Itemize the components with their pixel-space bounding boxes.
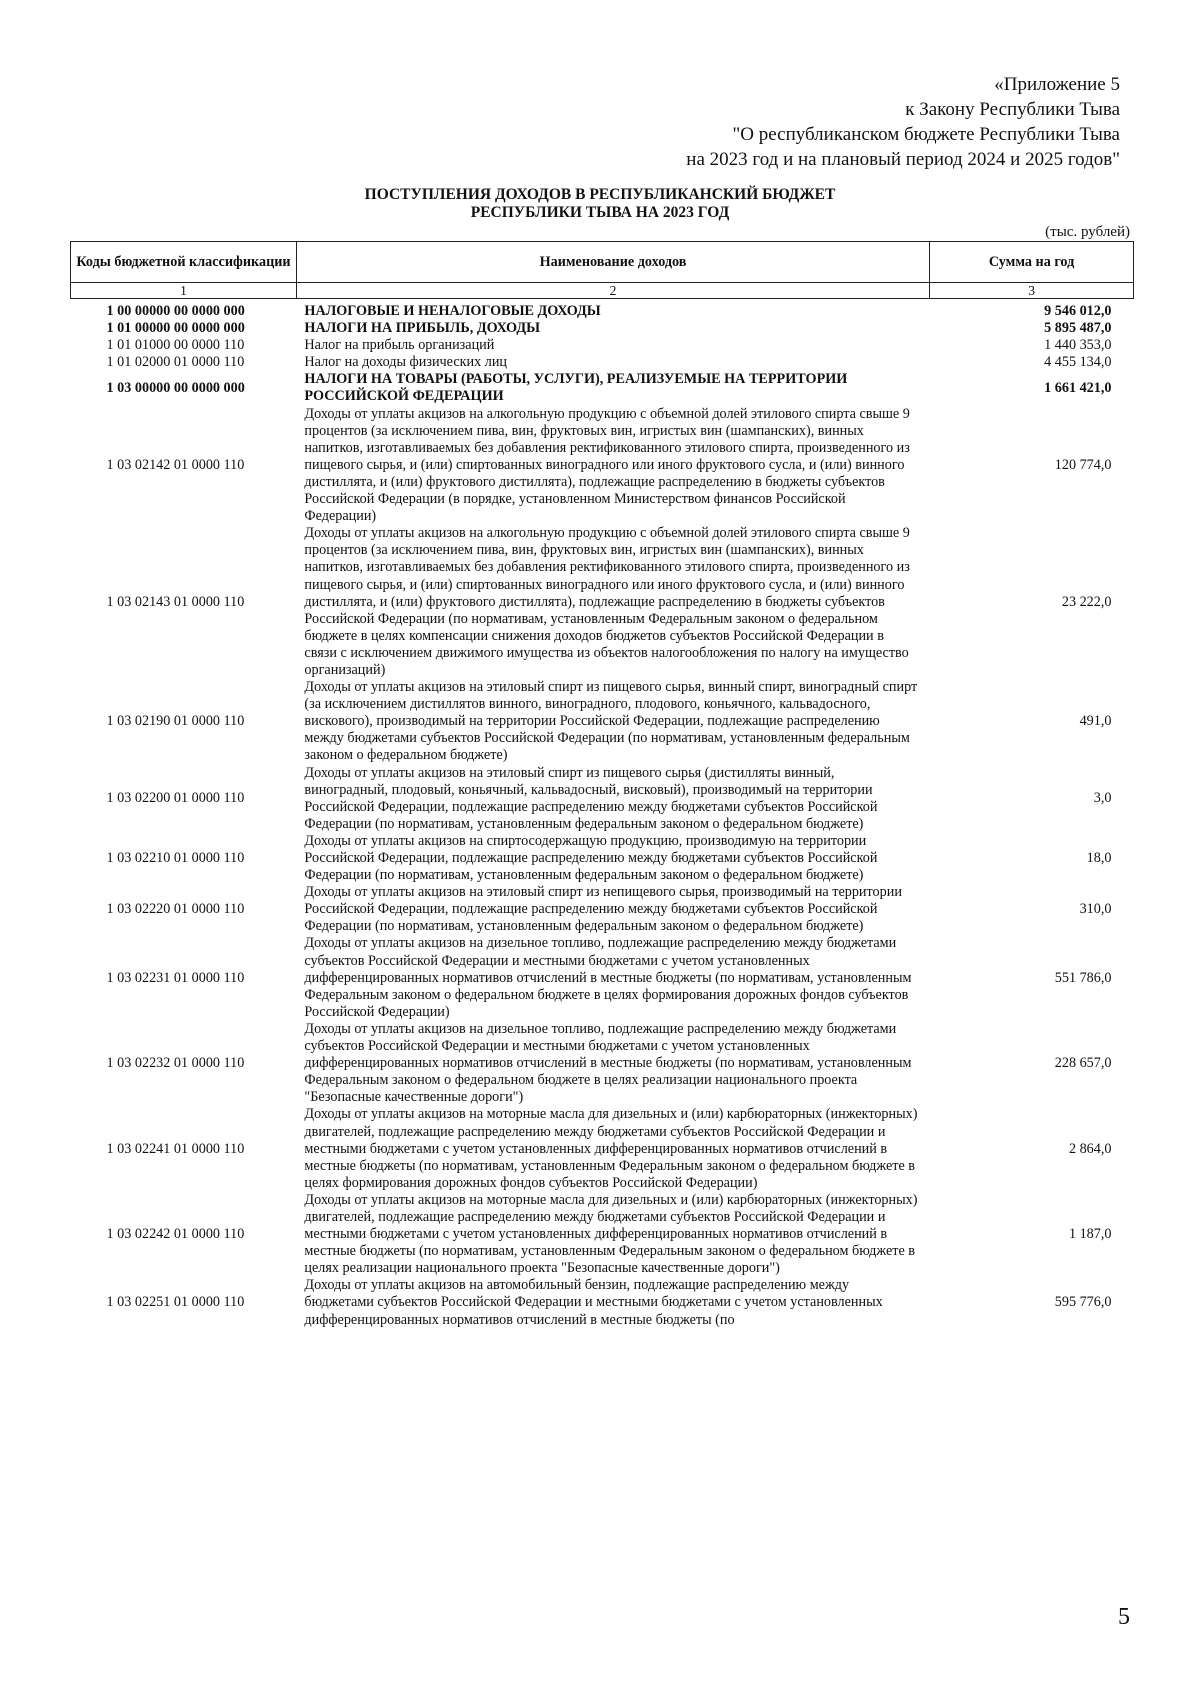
code-cell: 1 03 02143 01 0000 110 [106, 593, 245, 610]
column-number-2: 2 [296, 283, 929, 299]
code-cell: 1 03 02241 01 0000 110 [106, 1140, 245, 1157]
code-cell: 1 03 02231 01 0000 110 [106, 969, 245, 986]
appendix-line-2: к Закону Республики Тыва [905, 99, 1120, 120]
name-cell: Налог на прибыль организаций [304, 337, 495, 354]
amount-cell: 228 657,0 [1054, 1055, 1112, 1072]
table-row [71, 679, 1134, 764]
table-row [71, 1192, 1134, 1277]
name-cell: Доходы от уплаты акцизов на моторные масла для дизельных и (или) карбюраторных (инжекторных) двигателей, подлежащие распределению между бюджетами субъектов Российской Федерации и местными бюджетами с учетом установленных дифференцированных нормативов отчислений в местные бюджеты (по нормативам, установленным Федеральным законом о федеральном бюджете в целях формирования дорожных фондов субъектов Российской Федерации) [304, 1106, 918, 1191]
table-row [71, 884, 1134, 935]
name-cell: Доходы от уплаты акцизов на этиловый спирт из пищевого сырья, винный спирт, виноградный спирт (за исключением дистиллятов винного, виноградного, плодового, коньячного, кальвадосного, вискового), производимый на территории Российской Федерации, подлежащие распределению между бюджетами субъектов Российской Федерации (по нормативам, установленным федеральным законом о федеральном бюджете) [304, 679, 918, 764]
appendix-line-4: на 2023 год и на плановый период 2024 и 2025 годов" [686, 149, 1120, 170]
amount-cell: 1 187,0 [1068, 1226, 1112, 1243]
header-amount: Сумма на год [930, 242, 1134, 283]
name-cell: Доходы от уплаты акцизов на дизельное топливо, подлежащие распределению между бюджетами субъектов Российской Федерации и местными бюджетами с учетом установленных дифференцированных нормативов отчислений в местные бюджеты (по нормативам, установленным Федеральным законом о федеральном бюджете в целях реализации национального проекта "Безопасные качественные дороги") [304, 1020, 912, 1106]
code-cell: 1 03 02251 01 0000 110 [106, 1294, 245, 1311]
code-cell: 1 00 00000 00 0000 000 [106, 303, 245, 319]
name-cell: Налог на доходы физических лиц [304, 354, 508, 371]
amount-cell: 310,0 [1079, 901, 1112, 918]
header-code: Коды бюджетной классификации [71, 242, 297, 283]
code-cell: 1 03 02220 01 0000 110 [106, 901, 245, 918]
amount-cell: 2 864,0 [1068, 1140, 1112, 1157]
amount-cell: 595 776,0 [1054, 1294, 1112, 1311]
title-line-1: ПОСТУПЛЕНИЯ ДОХОДОВ В РЕСПУБЛИКАНСКИЙ БЮДЖЕТ [364, 186, 836, 203]
name-cell: Доходы от уплаты акцизов на этиловый спирт из непищевого сырья, производимый на территории Российской Федерации, подлежащие распределению между бюджетами субъектов Российской Федерации (по нормативам, установленным федеральным законом о федеральном бюджете) [304, 884, 902, 935]
units-label: (тыс. рублей) [1045, 224, 1130, 240]
table-body [71, 299, 1134, 1329]
amount-cell: 18,0 [1086, 850, 1112, 866]
title-line-2: РЕСПУБЛИКИ ТЫВА НА 2023 ГОД [470, 204, 730, 221]
code-cell: 1 03 02242 01 0000 110 [106, 1226, 245, 1243]
table-row [71, 765, 1134, 833]
table-row [71, 406, 1134, 526]
code-cell: 1 01 02000 01 0000 110 [106, 354, 245, 371]
document-title [0, 186, 1200, 222]
column-number-3: 3 [930, 283, 1134, 299]
table-row [71, 1277, 1134, 1328]
table-row [71, 935, 1134, 1020]
amount-cell: 551 786,0 [1054, 969, 1112, 986]
table-row [71, 337, 1134, 354]
code-cell: 1 01 00000 00 0000 000 [106, 320, 245, 337]
amount-cell: 1 661 421,0 [1044, 379, 1112, 396]
table-row [71, 1106, 1134, 1191]
code-cell: 1 03 00000 00 0000 000 [106, 379, 245, 396]
name-cell: Доходы от уплаты акцизов на алкогольную продукцию с объемной долей этилового спирта свыше 9 процентов (за исключением пива, вин, фруктовых вин, игристых вин (шампанских), винных напитков, изготавливаемых без добавления ректификованного этилового спирта, произведенного из пищевого сырья, и (или) спиртованных виноградного или иного фруктового сусла, и (или) винного дистиллята, и (или) фруктового дистиллята), подлежащие распределению в бюджеты субъектов Российской Федерации (в порядке, установленном Министерством финансов Российской Федерации) [304, 405, 910, 525]
amount-cell: 1 440 353,0 [1044, 337, 1112, 354]
name-cell: НАЛОГИ НА ТОВАРЫ (РАБОТЫ, УСЛУГИ), РЕАЛИЗУЕМЫЕ НА ТЕРРИТОРИИ РОССИЙСКОЙ ФЕДЕРАЦИИ [304, 371, 848, 405]
name-cell: Доходы от уплаты акцизов на моторные масла для дизельных и (или) карбюраторных (инжекторных) двигателей, подлежащие распределению между бюджетами субъектов Российской Федерации и местными бюджетами с учетом установленных дифференцированных нормативов отчислений в местные бюджеты (по нормативам, установленным Федеральным законом о федеральном бюджете в целях реализации национального проекта "Безопасные качественные дороги") [304, 1191, 918, 1277]
name-cell: Доходы от уплаты акцизов на спиртосодержащую продукцию, производимую на территории Российской Федерации, подлежащие распределению между бюджетами субъектов Российской Федерации (по нормативам, установленным федеральным законом о федеральном бюджете) [304, 832, 878, 884]
appendix-header [686, 72, 1120, 172]
appendix-line-3: "О республиканском бюджете Республики Тыва [732, 124, 1120, 145]
name-cell: НАЛОГОВЫЕ И НЕНАЛОГОВЫЕ ДОХОДЫ [304, 303, 601, 319]
amount-cell: 23 222,0 [1061, 593, 1112, 610]
table-row [71, 1021, 1134, 1106]
column-number-1: 1 [71, 283, 297, 299]
code-cell: 1 03 02142 01 0000 110 [106, 456, 245, 473]
table-row [71, 354, 1134, 371]
name-cell: Доходы от уплаты акцизов на этиловый спирт из пищевого сырья (дистилляты винный, виноградный, плодовый, коньячный, кальвадосный, висковый), производимый на территории Российской Федерации, подлежащие распределению между бюджетами субъектов Российской Федерации (по нормативам, установленным федеральным законом о федеральном бюджете) [304, 764, 878, 832]
table-row [71, 833, 1134, 884]
code-cell: 1 03 02190 01 0000 110 [106, 713, 245, 730]
code-cell: 1 01 01000 00 0000 110 [106, 337, 245, 354]
amount-cell: 4 455 134,0 [1044, 354, 1112, 371]
revenue-table [70, 241, 1134, 1329]
amount-cell: 5 895 487,0 [1044, 320, 1112, 337]
table-row [71, 371, 1134, 405]
table-row [71, 299, 1134, 321]
code-cell: 1 03 02200 01 0000 110 [106, 790, 245, 807]
header-name: Наименование доходов [296, 242, 929, 283]
code-cell: 1 03 02210 01 0000 110 [106, 850, 245, 866]
amount-cell: 9 546 012,0 [1044, 303, 1112, 319]
appendix-line-1: «Приложение 5 [994, 74, 1120, 95]
amount-cell: 491,0 [1079, 713, 1112, 730]
table-row [71, 525, 1134, 679]
name-cell: Доходы от уплаты акцизов на алкогольную продукцию с объемной долей этилового спирта свыше 9 процентов (за исключением пива, вин, фруктовых вин, игристых вин (шампанских), винных напитков, изготавливаемых без добавления ректификованного этилового спирта, произведенного из пищевого сырья, и (или) спиртованных виноградного или иного фруктового сусла, и (или) винного дистиллята, и (или) фруктового дистиллята), подлежащие распределению в бюджеты субъектов Российской Федерации (по нормативам, установленным Федеральным законом о федеральном бюджете в целях компенсации снижения доходов бюджетов субъектов Российской Федерации в связи с исключением движимого имущества из объектов налогообложения по налогу на имущество организаций) [304, 525, 910, 678]
table-row [71, 320, 1134, 337]
name-cell: Доходы от уплаты акцизов на автомобильный бензин, подлежащие распределению между бюджетами субъектов Российской Федерации и местными бюджетами с учетом установленных дифференцированных нормативов отчислений в местные бюджеты (по [304, 1277, 883, 1328]
name-cell: Доходы от уплаты акцизов на дизельное топливо, подлежащие распределению между бюджетами субъектов Российской Федерации и местными бюджетами с учетом установленных дифференцированных нормативов отчислений в местные бюджеты (по нормативам, установленным Федеральным законом о федеральном бюджете в целях формирования дорожных фондов субъектов Российской Федерации) [304, 935, 912, 1020]
amount-cell: 3,0 [1093, 790, 1112, 807]
amount-cell: 120 774,0 [1054, 456, 1112, 473]
code-cell: 1 03 02232 01 0000 110 [106, 1055, 245, 1072]
page-number: 5 [1118, 1604, 1130, 1630]
name-cell: НАЛОГИ НА ПРИБЫЛЬ, ДОХОДЫ [304, 320, 541, 337]
